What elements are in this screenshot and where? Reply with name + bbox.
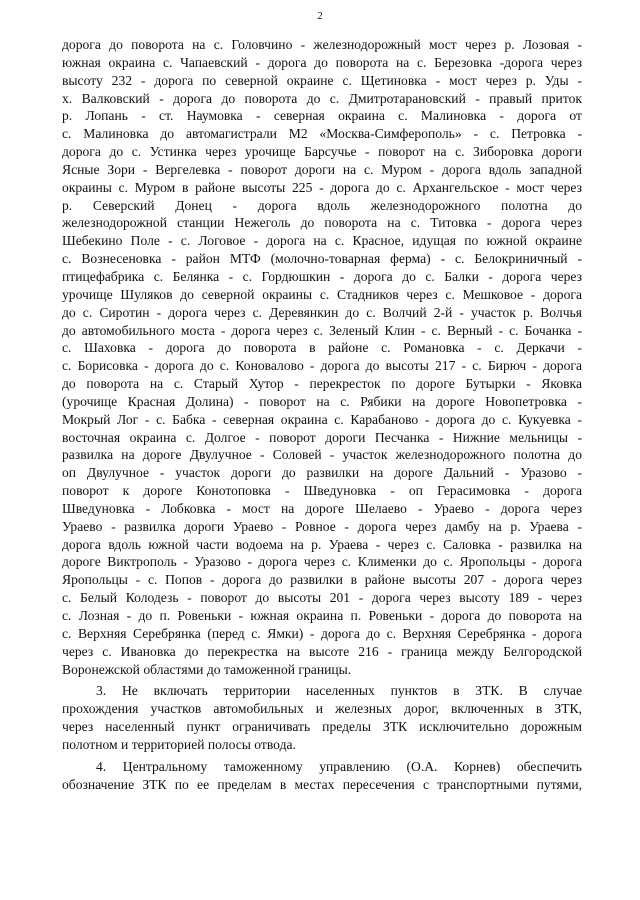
text-line: до поворота на с. Старый Хутор - перекресток по дороге Бутырки - Яковка (62, 376, 582, 392)
text-line: дороге Виктрополь - Уразово - дорога через с. Клименки до с. Яропольцы - дорога (62, 554, 582, 570)
paragraph (62, 682, 582, 753)
text-line: 3. Не включать территории населенных пунктов в ЗТК. В случае (96, 683, 582, 699)
text-line: Шведуновка - Лобковка - мост на дороге Шелаево - Ураево - дорога через (62, 500, 582, 516)
text-line: с. Белый Колодезь - поворот до высоты 201 - дорога через высоту 189 - через (62, 590, 582, 606)
text-line: развилка на дороге Двулучное - Соловей - участок железнодорожного полотна до (62, 447, 582, 463)
text-line: Яропольцы - с. Попов - дорога до развилки в районе высоты 207 - дорога через (62, 572, 582, 588)
text-line: железнодорожной станции Нежеголь до поворота на с. Титовка - дорога через (62, 215, 582, 231)
text-line: Ураево - развилка дороги Ураево - Ровное - дорога через дамбу на р. Ураева - (62, 518, 582, 534)
text-line: Воронежской областями до таможенной границы. (62, 661, 352, 677)
text-line: поворот к дороге Конотоповка - Шведуновка - оп Герасимовка - дорога (62, 483, 582, 499)
text-line: х. Валковский - дорога до поворота до с. Дмитротарановский - правый приток (62, 90, 582, 106)
text-line: Мокрый Лог - с. Бабка - северная окраина с. Карабаново - дорога до с. Кукуевка - (62, 411, 582, 427)
text-line: с. Малиновка до автомагистрали М2 «Москва-Симферополь» - с. Петровка - (62, 126, 582, 142)
text-line: оп Двулучное - участок дороги до развилки на дороге Дальний - Уразово - (62, 465, 582, 481)
text-line: с. Лозная - до п. Ровеньки - южная окраина п. Ровеньки - дорога до поворота на (62, 608, 582, 623)
text-line: до с. Сиротин - дорога через с. Деревянкин до с. Волчий 2-й - участок р. Волчья (62, 304, 582, 320)
document-body (62, 36, 582, 793)
text-line: с. Борисовка - дорога до с. Коновалово - дорога до высоты 217 - с. Бирюч - дорога (62, 358, 582, 374)
text-line: дорога вдоль южной части водоема на р. Ураева - через с. Саловка - развилка на (62, 536, 582, 552)
text-line: Ясные Зори - Вергелевка - поворот дороги на с. Муром - дорога вдоль западной (62, 161, 582, 177)
text-line: высоту 232 - дорога по северной окраине с. Щетиновка - мост через р. Уды - (62, 72, 582, 88)
text-line: урочище Шуляков до северной окраины с. Стадников через с. Мешковое - дорога (62, 286, 582, 302)
text-line: окраины с. Муром в районе высоты 225 - дорога до с. Архангельское - мост через (62, 179, 582, 195)
paragraph (62, 758, 582, 794)
text-line: через с. Ивановка до перекрестка на высоте 216 - граница между Белгородской (62, 643, 582, 659)
text-line: с. Вознесеновка - район МТФ (молочно-товарная ферма) - с. Белокриничный - (62, 251, 582, 267)
text-line: р. Лопань - ст. Наумовка - северная окраина с. Малиновка - дорога от (62, 108, 582, 124)
text-line: через населенный пункт ограничивать пределы ЗТК исключительно дорожным (62, 719, 582, 735)
text-line: обозначение ЗТК по ее пределам в местах пересечения с транспортными путями, (62, 776, 582, 792)
page-number: 2 (317, 10, 323, 22)
text-line: р. Северский Донец - дорога вдоль железнодорожного полотна до (62, 197, 582, 213)
text-line: 4. Центральному таможенному управлению (О.А. Корнев) обеспечить (96, 758, 582, 774)
text-line: южная окраина с. Чапаевский - дорога до поворота на с. Березовка -дорога через (62, 54, 582, 70)
paragraph (62, 36, 582, 678)
text-line: с. Верхняя Серебрянка (перед с. Ямки) - дорога до с. Верхняя Серебрянка - дорога (62, 625, 582, 641)
text-line: прохождения участков автомобильных и железных дорог, включенных в ЗТК, (62, 701, 582, 717)
text-line: Шебекино Поле - с. Логовое - дорога на с. Красное, идущая по южной окраине (62, 233, 582, 249)
text-line: дорога до поворота на с. Головчино - железнодорожный мост через р. Лозовая - (62, 37, 582, 52)
text-line: птицефабрика с. Белянка - с. Гордюшкин - дорога до с. Балки - дорога через (62, 268, 582, 284)
text-line: дорога до с. Устинка через урочище Барсучье - поворот на с. Зиборовка дороги (62, 144, 582, 160)
text-line: полотном и территорией полосы отвода. (62, 736, 296, 752)
text-line: до автомобильного моста - дорога через с. Зеленый Клин - с. Верный - с. Бочанка - (62, 322, 582, 338)
text-line: (урочище Красная Долина) - поворот на с. Рябики на дороге Новопетровка - (62, 393, 582, 409)
text-line: с. Шаховка - дорога до поворота в районе с. Романовка - с. Деркачи - (62, 340, 582, 356)
text-line: восточная окраина с. Долгое - поворот дороги Песчанка - Нижние мельницы - (62, 429, 582, 445)
